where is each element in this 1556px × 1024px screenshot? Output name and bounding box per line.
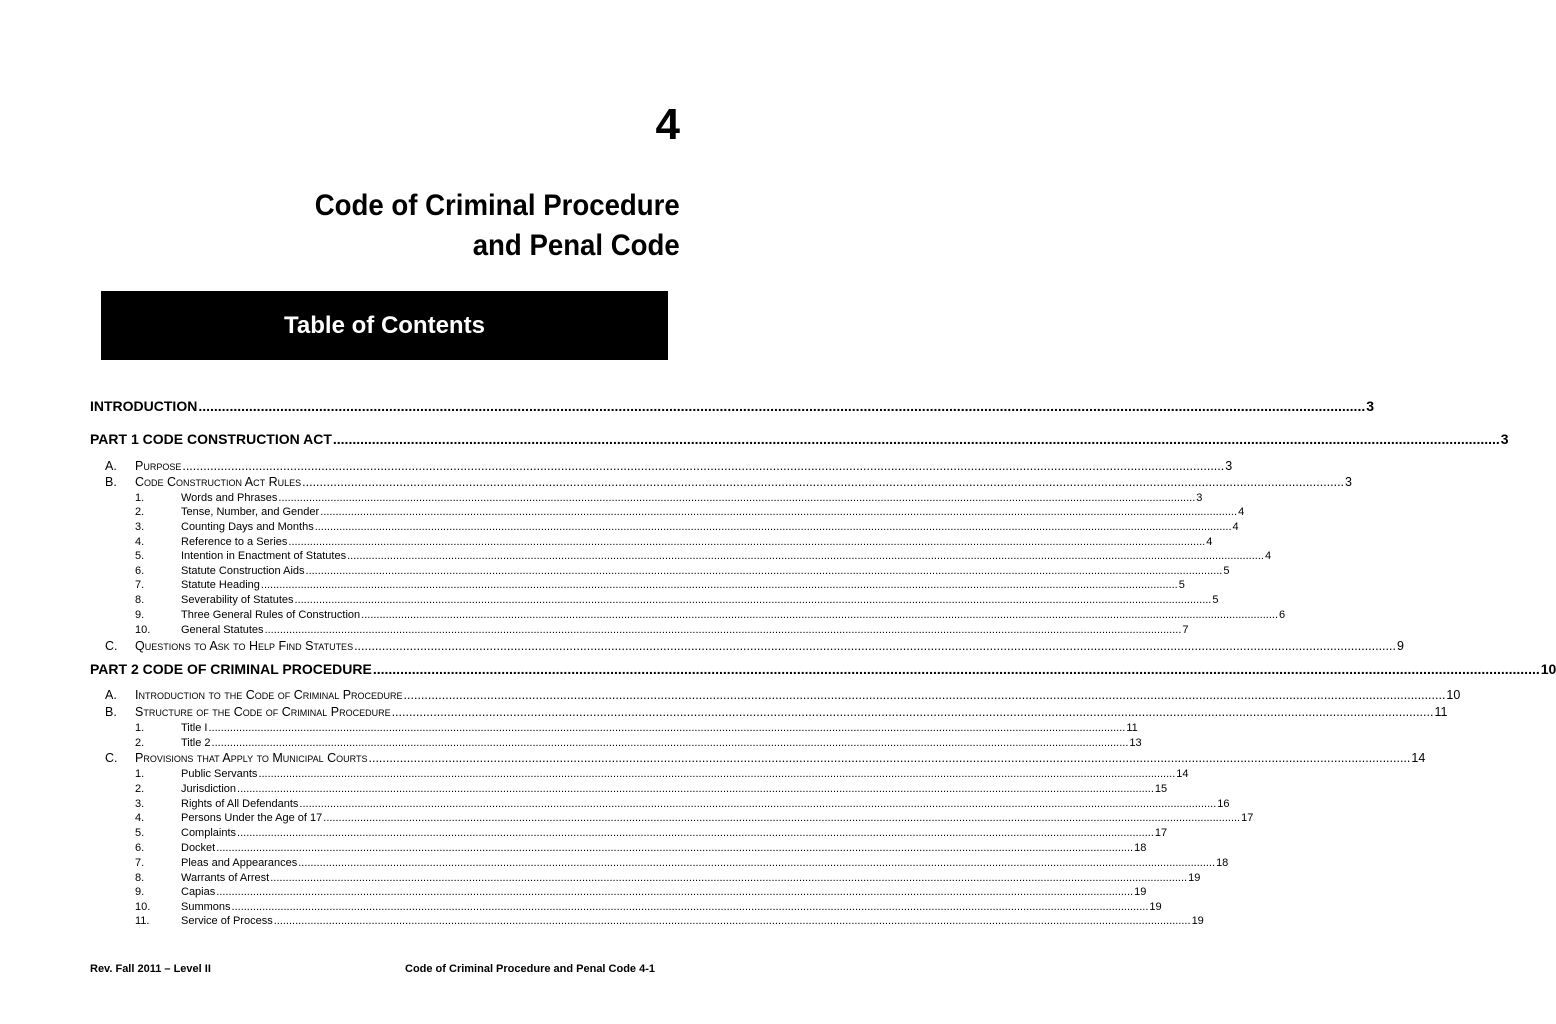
toc-entry-part1-a-page: 3 <box>1225 459 1233 473</box>
toc-entry-part2-c-item-number: 9. <box>135 886 145 898</box>
dot-leader: ............................................................................................................................................................................................................................................................................................................ <box>299 798 1217 810</box>
toc-entry-part1-b-number: B. <box>105 475 117 489</box>
toc-entry-part2-b-page: 11 <box>1434 705 1448 719</box>
toc-entry-part2-c-item-page: 17 <box>1241 812 1254 824</box>
toc-entry-part2-c-item-page: 14 <box>1176 768 1189 780</box>
toc-entry-part2-b-label: Structure of the Code of Criminal Procedure <box>135 705 391 719</box>
toc-entry-part2-c-item-label: Docket <box>181 842 216 854</box>
toc-entry-part1-c-label: Questions to Ask to Help Find Statutes <box>135 639 354 653</box>
dot-leader: ............................................................................................................................................................................................................................................................................................................ <box>314 521 1232 533</box>
toc-entry-part1-b-item-label: Words and Phrases <box>181 492 278 504</box>
toc-entry-part1-c <box>90 639 1404 653</box>
toc-entry-part2-b-item-page: 11 <box>1126 722 1138 734</box>
toc-entry-part2-c-item-page: 19 <box>1149 901 1162 913</box>
toc-banner <box>101 291 668 360</box>
dot-leader: ............................................................................................................................................................................................................................................................................................................ <box>305 565 1223 577</box>
dot-leader: ............................................................................................................................................................................................................................................................................................................ <box>260 579 1178 591</box>
toc-entry-part2-c-item <box>90 842 1147 854</box>
dot-leader: ............................................................................................................................................................................................................................................................................................................ <box>270 872 1188 884</box>
toc-entry-part2-b-item <box>90 722 1138 734</box>
toc-entry-part2-a <box>90 688 1461 702</box>
toc-entry-part2-c-item-page: 15 <box>1154 783 1168 795</box>
toc-entry-part1-b-item <box>90 565 1230 577</box>
toc-entry-part1-b-item <box>90 609 1286 621</box>
toc-entry-part1-b-item <box>90 594 1219 606</box>
toc-entry-part1-b-item-number: 1. <box>135 492 145 504</box>
dot-leader: ............................................................................................................................................................................................................................................................................................................ <box>361 609 1279 621</box>
chapter-number: 4 <box>655 100 680 149</box>
toc-entry-introduction-page: 3 <box>1366 398 1375 414</box>
toc-entry-part2-c-item <box>90 872 1201 884</box>
toc-entry-part2-c-item-label: Capias <box>181 886 216 898</box>
toc-entry-part2-c-item <box>90 827 1168 839</box>
dot-leader: ............................................................................................................................................................................................................................................................................................................ <box>347 550 1264 562</box>
toc-entry-part2-c-item <box>90 886 1147 898</box>
dot-leader: ............................................................................................................................................................................................................................................................................................................ <box>208 722 1126 734</box>
toc-entry-part2-c-item-label: Public Servants <box>181 768 258 780</box>
dot-leader: ............................................................................................................................................................................................................................................................................................................ <box>237 783 1154 795</box>
toc-entry-part1-label: PART 1 CODE CONSTRUCTION ACT <box>90 431 332 447</box>
dot-leader: ............................................................................................................................................................................................................................................................................................................ <box>216 842 1134 854</box>
toc-entry-part2-a-label: Introduction to the Code of Criminal Procedure <box>135 688 403 702</box>
toc-entry-part1-page: 3 <box>1500 431 1509 447</box>
toc-entry-part2-b-item-label: Title 2 <box>181 737 211 749</box>
toc-entry-part1-b-item-number: 7. <box>135 579 145 591</box>
toc-entry-part2-c-item-label: Persons Under the Age of 17 <box>181 812 323 824</box>
toc-entry-part1-b-item-label: Severability of Statutes <box>181 594 294 606</box>
toc-entry-part2-a-page: 10 <box>1446 688 1461 702</box>
title-line-2: and Penal Code <box>472 229 680 262</box>
dot-leader: ............................................................................................................................................................................................................................................................................................................ <box>258 768 1176 780</box>
toc-entry-part1-b-item-number: 2. <box>135 506 145 518</box>
toc-entry-part1-a <box>90 459 1233 473</box>
toc-entry-part1-b-item-page: 4 <box>1238 506 1245 518</box>
toc-entry-part2-c-item <box>90 798 1230 810</box>
toc-entry-part2-c-item-page: 19 <box>1188 872 1201 884</box>
toc-entry-part2-c-item-label: Summons <box>181 901 231 913</box>
toc-entry-part1-b-item-label: Statute Heading <box>181 579 260 591</box>
toc-entry-part2-c-item-number: 3. <box>135 798 145 810</box>
toc-entry-part2-c-item <box>90 783 1168 795</box>
dot-leader: ............................................................................................................................................................................................................................................................................................................ <box>323 812 1241 824</box>
dot-leader: ............................................................................................................................................................................................................................................................................................................ <box>182 459 1225 473</box>
toc-entry-part1-b-item-label: Statute Construction Aids <box>181 565 305 577</box>
toc-entry-part1-b-item-number: 9. <box>135 609 145 621</box>
toc-entry-part1-b-item-page: 3 <box>1196 492 1203 504</box>
toc-entry-part1-c-page: 9 <box>1396 639 1404 653</box>
toc-entry-part1-b-item <box>90 536 1213 548</box>
toc-entry-part1-b-item-page: 4 <box>1232 521 1239 533</box>
footer-left: Rev. Fall 2011 – Level II <box>90 963 211 975</box>
toc-entry-part1-b-item-page: 5 <box>1223 565 1230 577</box>
toc-entry-part2-c-label: Provisions that Apply to Municipal Courts <box>135 751 368 765</box>
toc-entry-part2-c-item <box>90 768 1189 780</box>
dot-leader: ............................................................................................................................................................................................................................................................................................................ <box>198 398 1366 414</box>
dot-leader: ............................................................................................................................................................................................................................................................................................................ <box>237 827 1154 839</box>
toc-entry-part2-c-item-number: 2. <box>135 783 145 795</box>
toc-entry-part2-label: PART 2 CODE OF CRIMINAL PROCEDURE <box>90 661 372 677</box>
dot-leader: ............................................................................................................................................................................................................................................................................................................ <box>264 624 1182 636</box>
toc-entry-part2-c-item <box>90 915 1204 927</box>
toc-entry-part2-c-item-number: 5. <box>135 827 145 839</box>
toc-entry-part1-b-item-page: 4 <box>1206 536 1213 548</box>
dot-leader: ............................................................................................................................................................................................................................................................................................................ <box>332 431 1500 447</box>
toc-entry-part2-c-item <box>90 901 1162 913</box>
dot-leader: ............................................................................................................................................................................................................................................................................................................ <box>302 475 1345 489</box>
toc-entry-part2-c-item-label: Pleas and Appearances <box>181 857 298 869</box>
toc-entry-part1-b-item <box>90 492 1203 504</box>
toc-entry-part1-b-item-page: 4 <box>1264 550 1272 562</box>
toc-entry-part1-b-item <box>90 624 1189 636</box>
toc-entry-part1-a-number: A. <box>105 459 117 473</box>
dot-leader: ............................................................................................................................................................................................................................................................................................................ <box>231 901 1149 913</box>
dot-leader: ............................................................................................................................................................................................................................................................................................................ <box>391 705 1434 719</box>
toc-entry-part1-b-item-label: General Statutes <box>181 624 264 636</box>
page-title <box>315 186 680 266</box>
toc-entry-part2-a-number: A. <box>105 688 117 702</box>
dot-leader: ............................................................................................................................................................................................................................................................................................................ <box>288 536 1206 548</box>
toc-entry-part1-b-page: 3 <box>1345 475 1352 489</box>
dot-leader: ............................................................................................................................................................................................................................................................................................................ <box>216 886 1134 898</box>
toc-entry-part1-b-item <box>90 550 1272 562</box>
toc-entry-part2-b-item-page: 13 <box>1129 737 1142 749</box>
toc-entry-part1-b-item-number: 4. <box>135 536 145 548</box>
toc-entry-part1-b <box>90 475 1352 489</box>
dot-leader: ............................................................................................................................................................................................................................................................................................................ <box>368 751 1411 765</box>
toc-entry-part2-b-item-number: 2. <box>135 737 145 749</box>
toc-entry-part1-b-item-label: Three General Rules of Construction <box>181 609 361 621</box>
toc-entry-part2-c-item-page: 16 <box>1217 798 1230 810</box>
toc-entry-part1-b-item-page: 5 <box>1178 579 1185 591</box>
toc-entry-part2-c-number: C. <box>105 751 118 765</box>
toc-entry-part2-c-item-page: 18 <box>1134 842 1147 854</box>
toc-entry-part2-c-item-page: 19 <box>1191 915 1204 927</box>
toc-entry-part2-c-item-number: 11. <box>135 915 150 927</box>
toc-entry-part1-b-item <box>90 521 1239 533</box>
toc-entry-part2-b-item-number: 1. <box>135 722 145 734</box>
toc-entry-part2 <box>90 661 1556 677</box>
toc-entry-part2-c-item-number: 6. <box>135 842 145 854</box>
toc-entry-introduction-label: INTRODUCTION <box>90 398 198 414</box>
toc-entry-part1-b-item-number: 8. <box>135 594 145 606</box>
dot-leader: ............................................................................................................................................................................................................................................................................................................ <box>211 737 1129 749</box>
toc-entry-part2-c-item-page: 17 <box>1154 827 1168 839</box>
dot-leader: ............................................................................................................................................................................................................................................................................................................ <box>372 661 1540 677</box>
toc-entry-part1-b-item-number: 3. <box>135 521 145 533</box>
title-line-1: Code of Criminal Procedure <box>314 189 680 222</box>
dot-leader: ............................................................................................................................................................................................................................................................................................................ <box>320 506 1238 518</box>
toc-entry-part2-c-item-number: 10. <box>135 901 151 913</box>
toc-entry-part1-b-item-label: Reference to a Series <box>181 536 288 548</box>
toc-entry-part2-c-item-label: Rights of All Defendants <box>181 798 299 810</box>
toc-entry-part2-b <box>90 705 1448 719</box>
dot-leader: ............................................................................................................................................................................................................................................................................................................ <box>278 492 1196 504</box>
toc-entry-part1-b-item-page: 7 <box>1182 624 1189 636</box>
toc-entry-part2-c-item-number: 7. <box>135 857 145 869</box>
toc-heading: Table of Contents <box>284 311 485 339</box>
toc-entry-part2-c-item-label: Complaints <box>181 827 237 839</box>
dot-leader: ............................................................................................................................................................................................................................................................................................................ <box>273 915 1191 927</box>
toc-entry-introduction <box>90 398 1375 414</box>
toc-entry-part2-b-item-label: Title I <box>181 722 208 734</box>
toc-entry-part1-b-item <box>90 579 1185 591</box>
toc-entry-part1-b-item <box>90 506 1245 518</box>
toc-entry-part2-b-item <box>90 737 1142 749</box>
footer-right: Code of Criminal Procedure and Penal Code 4-1 <box>405 963 655 975</box>
toc-entry-part1-b-item-label: Intention in Enactment of Statutes <box>181 550 347 562</box>
toc-entry-part2-c-item-page: 18 <box>1216 857 1229 869</box>
toc-entry-part2-c-item-number: 1. <box>135 768 145 780</box>
toc-entry-part2-c-page: 14 <box>1411 751 1426 765</box>
toc-entry-part1-b-item-number: 10. <box>135 624 151 636</box>
toc-entry-part1-b-item-number: 5. <box>135 550 145 562</box>
toc-entry-part1-b-item-number: 6. <box>135 565 145 577</box>
toc-entry-part2-c-item-label: Warrants of Arrest <box>181 872 270 884</box>
toc-entry-part1-b-item-label: Tense, Number, and Gender <box>181 506 320 518</box>
dot-leader: ............................................................................................................................................................................................................................................................................................................ <box>403 688 1446 702</box>
dot-leader: ............................................................................................................................................................................................................................................................................................................ <box>294 594 1212 606</box>
toc-entry-part2-c-item-page: 19 <box>1134 886 1147 898</box>
toc-entry-part1-a-label: Purpose <box>135 459 182 473</box>
toc-entry-part2-c-item-label: Service of Process <box>181 915 273 927</box>
toc-entry-part2-c-item-number: 4. <box>135 812 145 824</box>
dot-leader: ............................................................................................................................................................................................................................................................................................................ <box>354 639 1396 653</box>
toc-entry-part2-c-item <box>90 812 1254 824</box>
toc-entry-part1 <box>90 431 1509 447</box>
toc-entry-part2-page: 10 <box>1540 661 1556 677</box>
dot-leader: ............................................................................................................................................................................................................................................................................................................ <box>298 857 1216 869</box>
toc-entry-part1-b-label: Code Construction Act Rules <box>135 475 302 489</box>
toc-entry-part1-b-item-page: 5 <box>1212 594 1219 606</box>
toc-entry-part2-c-item-label: Jurisdiction <box>181 783 237 795</box>
toc-entry-part2-c-item <box>90 857 1229 869</box>
toc-entry-part2-b-number: B. <box>105 705 117 719</box>
toc-entry-part2-c <box>90 751 1426 765</box>
toc-entry-part1-b-item-label: Counting Days and Months <box>181 521 314 533</box>
toc-entry-part2-c-item-number: 8. <box>135 872 145 884</box>
toc-entry-part1-b-item-page: 6 <box>1279 609 1286 621</box>
toc-entry-part1-c-number: C. <box>105 639 118 653</box>
